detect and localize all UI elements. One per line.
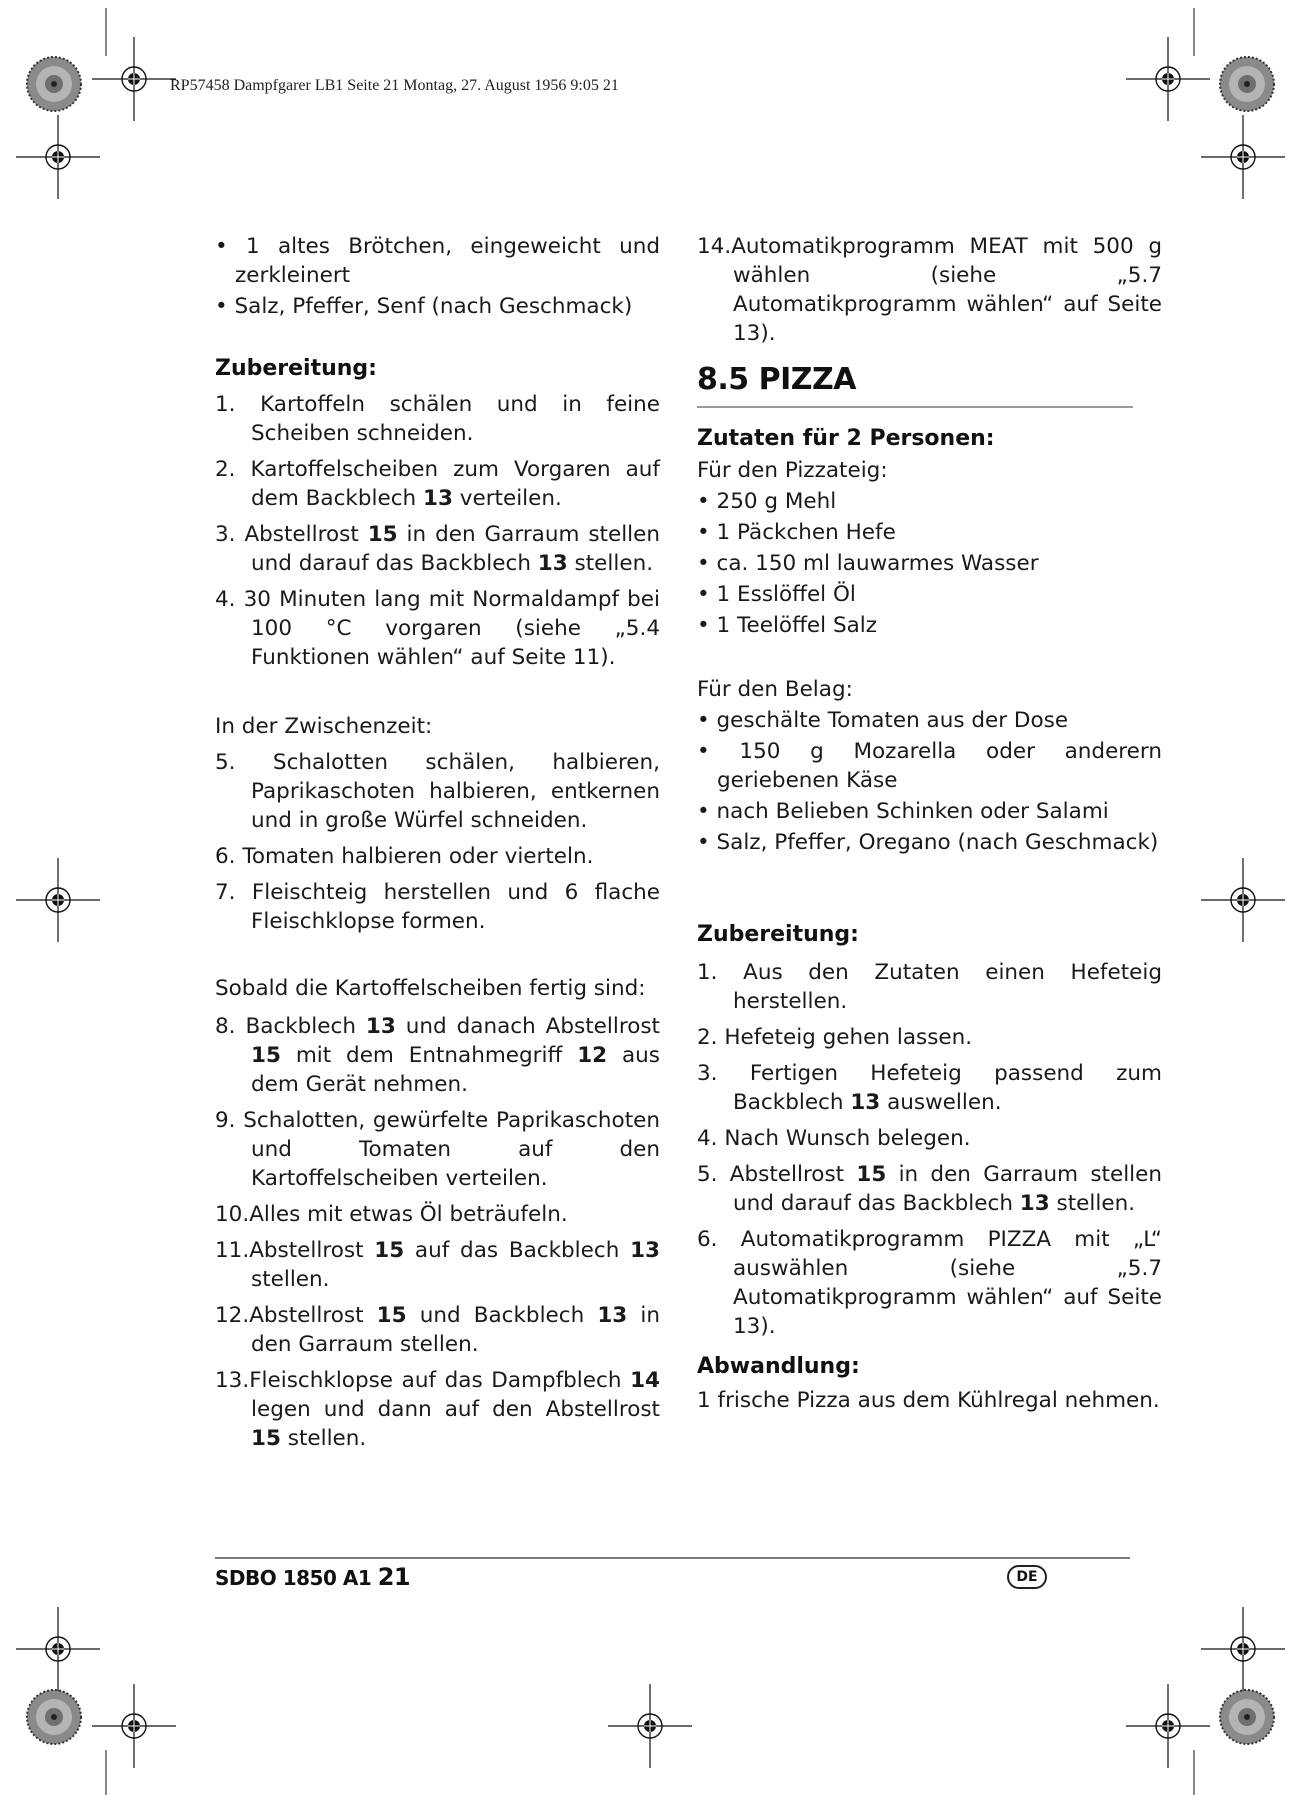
step-item: 5. Abstellrost 15 in den Garraum stellen und darauf das Backblech 13 stellen. xyxy=(697,1162,1163,1216)
print-slug: RP57458 Dampfgarer LB1 Seite 21 Montag, 27. August 1956 9:05 21 xyxy=(170,77,619,94)
meantime-label: In der Zwischenzeit: xyxy=(215,714,433,739)
section-title: 8.5 PIZZA xyxy=(697,362,856,397)
variation-text: 1 frische Pizza aus dem Kühlregal nehmen. xyxy=(697,1388,1160,1413)
language-badge: DE xyxy=(1007,1565,1047,1589)
ingredients-heading: Zutaten für 2 Personen: xyxy=(697,426,995,451)
section-heading: Zubereitung: xyxy=(215,356,377,381)
pizza-steps xyxy=(697,958,1162,1341)
topping-list xyxy=(697,706,1162,857)
prep-heading: Zubereitung: xyxy=(697,922,859,947)
list-item: • Salz, Pfeffer, Oregano (nach Geschmack) xyxy=(697,830,1159,855)
list-item: • 1 altes Brötchen, eingeweicht und zerkleinert xyxy=(215,234,660,288)
list-item: • Salz, Pfeffer, Senf (nach Geschmack) xyxy=(215,294,633,319)
steps-list-1 xyxy=(215,390,660,672)
step-item: 5. Schalotten schälen, halbieren, Paprikaschoten halbieren, entkernen und in große Würfel schneiden. xyxy=(215,750,660,833)
footer-model: SDBO 1850 A1 21 xyxy=(215,1563,411,1591)
list-item: • 1 Esslöffel Öl xyxy=(697,582,856,607)
step-item: 4. Nach Wunsch belegen. xyxy=(697,1126,971,1151)
step-item: 6. Automatikprogramm PIZZA mit „L“ auswählen (siehe „5.7 Automatikprogramm wählen“ auf Seite 13). xyxy=(697,1227,1162,1339)
steps-list-3 xyxy=(215,1012,660,1453)
step-item: 6. Tomaten halbieren oder vierteln. xyxy=(215,844,594,869)
step-item: 9. Schalotten, gewürfelte Paprikaschoten und Tomaten auf den Kartoffelscheiben verteilen. xyxy=(215,1108,660,1191)
step-item: 2. Kartoffelscheiben zum Vorgaren auf dem Backblech 13 verteilen. xyxy=(215,457,660,511)
step-item: 1. Kartoffeln schälen und in feine Scheiben schneiden. xyxy=(215,392,660,446)
step-item: 11.Abstellrost 15 auf das Backblech 13 stellen. xyxy=(215,1238,660,1292)
section-title-rule xyxy=(697,406,1133,408)
list-item: • ca. 150 ml lauwarmes Wasser xyxy=(697,551,1039,576)
list-item: • 250 g Mehl xyxy=(697,489,837,514)
list-item: • 1 Päckchen Hefe xyxy=(697,520,896,545)
page-number: 21 xyxy=(377,1563,411,1591)
variation-heading: Abwandlung: xyxy=(697,1354,860,1379)
step-14 xyxy=(697,232,1162,348)
step-item: 10.Alles mit etwas Öl beträufeln. xyxy=(215,1202,568,1227)
step-item: 2. Hefeteig gehen lassen. xyxy=(697,1025,973,1050)
list-item: • geschälte Tomaten aus der Dose xyxy=(697,708,1069,733)
list-item: • 150 g Mozarella oder anderern geriebenen Käse xyxy=(697,739,1162,793)
dough-list xyxy=(697,487,1162,640)
step-item: 8. Backblech 13 und danach Abstellrost 15 mit dem Entnahmegriff 12 aus dem Gerät nehmen. xyxy=(215,1014,661,1097)
list-item: • nach Belieben Schinken oder Salami xyxy=(697,799,1109,824)
ingredient-list-continued xyxy=(215,232,660,321)
steps-list-2 xyxy=(215,748,660,936)
list-item: • 1 Teelöffel Salz xyxy=(697,613,878,638)
step-item: 12.Abstellrost 15 und Backblech 13 in den Garraum stellen. xyxy=(215,1303,660,1357)
step-item: 4. 30 Minuten lang mit Normaldampf bei 100 °C vorgaren (siehe „5.4 Funktionen wählen“ auf Seite 11). xyxy=(215,587,660,670)
footer-rule xyxy=(215,1557,1130,1559)
done-label: Sobald die Kartoffelscheiben fertig sind: xyxy=(215,976,646,1001)
step-item: 13.Fleischklopse auf das Dampfblech 14 legen und dann auf den Abstellrost 15 stellen. xyxy=(215,1368,660,1451)
step-item: 7. Fleischteig herstellen und 6 flache Fleischklopse formen. xyxy=(215,880,660,934)
dough-label: Für den Pizzateig: xyxy=(697,458,888,483)
topping-label: Für den Belag: xyxy=(697,677,853,702)
step-item: 3. Fertigen Hefeteig passend zum Backblech 13 auswellen. xyxy=(697,1061,1162,1115)
step-item: 3. Abstellrost 15 in den Garraum stellen und darauf das Backblech 13 stellen. xyxy=(215,522,661,576)
step-item: 14.Automatikprogramm MEAT mit 500 g wählen (siehe „5.7 Automatikprogramm wählen“ auf Seite 13). xyxy=(697,234,1162,346)
step-item: 1. Aus den Zutaten einen Hefeteig herstellen. xyxy=(697,960,1162,1014)
